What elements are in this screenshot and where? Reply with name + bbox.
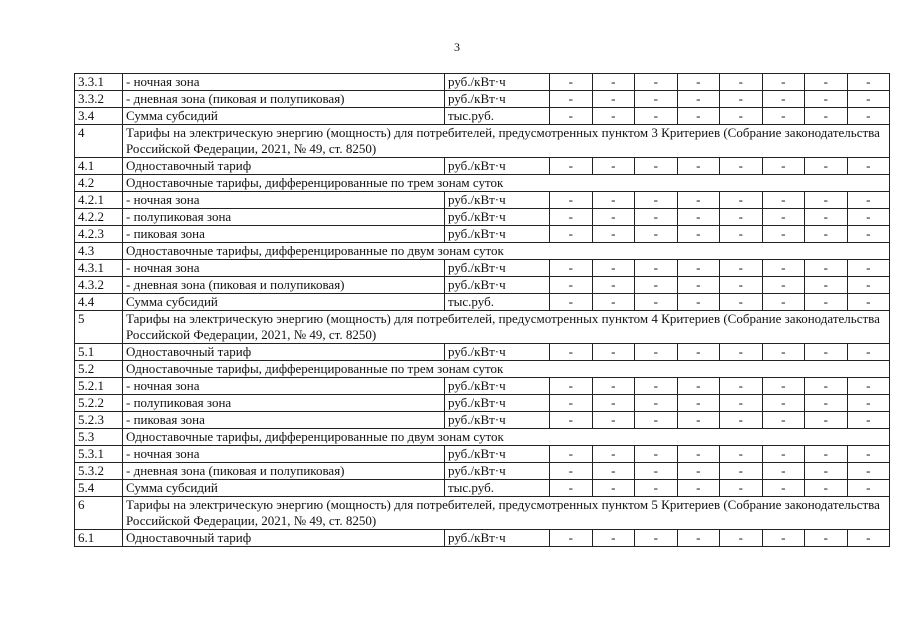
row-code: 4.2.1	[75, 192, 123, 209]
value-cell: -	[550, 260, 593, 277]
value-cell: -	[635, 108, 678, 125]
row-unit: руб./кВт·ч	[445, 378, 550, 395]
table-row	[75, 243, 890, 260]
value-cell: -	[847, 192, 890, 209]
row-unit: руб./кВт·ч	[445, 530, 550, 547]
value-cell: -	[592, 192, 635, 209]
value-cell: -	[847, 395, 890, 412]
value-cell: -	[805, 412, 848, 429]
value-cell: -	[720, 74, 763, 91]
table-row	[75, 446, 890, 463]
value-cell: -	[762, 158, 805, 175]
value-cell: -	[677, 91, 720, 108]
section-title: Тарифы на электрическую энергию (мощность) для потребителей, предусмотренных пунктом 3 Критериев (Собрание законодательства Российской Федерации, 2021, № 49, ст. 8250)	[123, 125, 890, 158]
value-cell: -	[550, 294, 593, 311]
value-cell: -	[762, 260, 805, 277]
value-cell: -	[762, 530, 805, 547]
row-name: - полупиковая зона	[123, 395, 445, 412]
row-unit: руб./кВт·ч	[445, 446, 550, 463]
value-cell: -	[805, 260, 848, 277]
row-code: 4	[75, 125, 123, 158]
value-cell: -	[635, 480, 678, 497]
table-row	[75, 226, 890, 243]
table-row	[75, 344, 890, 361]
value-cell: -	[847, 277, 890, 294]
value-cell: -	[677, 378, 720, 395]
section-title: Тарифы на электрическую энергию (мощность) для потребителей, предусмотренных пунктом 4 Критериев (Собрание законодательства Российской Федерации, 2021, № 49, ст. 8250)	[123, 311, 890, 344]
value-cell: -	[550, 463, 593, 480]
value-cell: -	[635, 378, 678, 395]
tariff-table	[74, 73, 890, 547]
value-cell: -	[847, 446, 890, 463]
row-name: - ночная зона	[123, 378, 445, 395]
value-cell: -	[677, 277, 720, 294]
value-cell: -	[847, 209, 890, 226]
row-unit: тыс.руб.	[445, 294, 550, 311]
value-cell: -	[762, 480, 805, 497]
value-cell: -	[677, 158, 720, 175]
value-cell: -	[805, 74, 848, 91]
value-cell: -	[550, 108, 593, 125]
row-code: 4.3	[75, 243, 123, 260]
value-cell: -	[720, 294, 763, 311]
value-cell: -	[762, 412, 805, 429]
value-cell: -	[847, 260, 890, 277]
value-cell: -	[592, 260, 635, 277]
row-unit: руб./кВт·ч	[445, 192, 550, 209]
value-cell: -	[762, 446, 805, 463]
value-cell: -	[805, 480, 848, 497]
value-cell: -	[592, 446, 635, 463]
value-cell: -	[720, 463, 763, 480]
row-name: Сумма субсидий	[123, 108, 445, 125]
row-unit: руб./кВт·ч	[445, 277, 550, 294]
value-cell: -	[592, 277, 635, 294]
value-cell: -	[635, 209, 678, 226]
value-cell: -	[805, 209, 848, 226]
value-cell: -	[720, 158, 763, 175]
row-name: - ночная зона	[123, 192, 445, 209]
value-cell: -	[677, 446, 720, 463]
table-row	[75, 74, 890, 91]
value-cell: -	[677, 294, 720, 311]
row-name: Одноставочный тариф	[123, 344, 445, 361]
value-cell: -	[720, 412, 763, 429]
row-code: 4.2.3	[75, 226, 123, 243]
value-cell: -	[550, 91, 593, 108]
value-cell: -	[677, 226, 720, 243]
value-cell: -	[720, 260, 763, 277]
value-cell: -	[720, 480, 763, 497]
table-row	[75, 277, 890, 294]
value-cell: -	[805, 277, 848, 294]
row-code: 6.1	[75, 530, 123, 547]
row-name: Сумма субсидий	[123, 480, 445, 497]
value-cell: -	[847, 378, 890, 395]
value-cell: -	[677, 530, 720, 547]
row-name: - полупиковая зона	[123, 209, 445, 226]
value-cell: -	[805, 91, 848, 108]
value-cell: -	[720, 395, 763, 412]
value-cell: -	[550, 395, 593, 412]
row-code: 3.3.1	[75, 74, 123, 91]
value-cell: -	[720, 378, 763, 395]
value-cell: -	[592, 74, 635, 91]
value-cell: -	[592, 378, 635, 395]
value-cell: -	[847, 463, 890, 480]
row-unit: руб./кВт·ч	[445, 412, 550, 429]
value-cell: -	[762, 277, 805, 294]
value-cell: -	[762, 226, 805, 243]
row-unit: руб./кВт·ч	[445, 344, 550, 361]
value-cell: -	[720, 530, 763, 547]
value-cell: -	[762, 294, 805, 311]
table-row	[75, 497, 890, 530]
group-title: Одноставочные тарифы, дифференцированные по двум зонам суток	[123, 429, 890, 446]
row-unit: руб./кВт·ч	[445, 395, 550, 412]
value-cell: -	[805, 294, 848, 311]
row-unit: руб./кВт·ч	[445, 463, 550, 480]
value-cell: -	[592, 108, 635, 125]
value-cell: -	[550, 480, 593, 497]
table-row	[75, 175, 890, 192]
table-row	[75, 294, 890, 311]
value-cell: -	[635, 412, 678, 429]
value-cell: -	[550, 378, 593, 395]
row-unit: руб./кВт·ч	[445, 209, 550, 226]
table-row	[75, 378, 890, 395]
value-cell: -	[677, 463, 720, 480]
value-cell: -	[592, 530, 635, 547]
table-row	[75, 530, 890, 547]
value-cell: -	[762, 463, 805, 480]
row-name: - дневная зона (пиковая и полупиковая)	[123, 277, 445, 294]
value-cell: -	[847, 74, 890, 91]
value-cell: -	[592, 344, 635, 361]
value-cell: -	[762, 108, 805, 125]
table-row	[75, 361, 890, 378]
value-cell: -	[847, 344, 890, 361]
value-cell: -	[550, 209, 593, 226]
value-cell: -	[635, 463, 678, 480]
value-cell: -	[677, 209, 720, 226]
table-row	[75, 311, 890, 344]
value-cell: -	[847, 294, 890, 311]
row-code: 4.3.2	[75, 277, 123, 294]
value-cell: -	[805, 395, 848, 412]
row-code: 5.3.1	[75, 446, 123, 463]
value-cell: -	[550, 226, 593, 243]
row-code: 5.2	[75, 361, 123, 378]
table-row	[75, 108, 890, 125]
value-cell: -	[720, 344, 763, 361]
value-cell: -	[635, 395, 678, 412]
value-cell: -	[762, 378, 805, 395]
row-name: - дневная зона (пиковая и полупиковая)	[123, 463, 445, 480]
value-cell: -	[592, 463, 635, 480]
table-row	[75, 209, 890, 226]
value-cell: -	[592, 209, 635, 226]
value-cell: -	[847, 158, 890, 175]
value-cell: -	[847, 530, 890, 547]
group-title: Одноставочные тарифы, дифференцированные по трем зонам суток	[123, 361, 890, 378]
value-cell: -	[550, 344, 593, 361]
value-cell: -	[635, 226, 678, 243]
row-name: - ночная зона	[123, 74, 445, 91]
value-cell: -	[762, 91, 805, 108]
value-cell: -	[550, 277, 593, 294]
table-row	[75, 192, 890, 209]
row-name: - пиковая зона	[123, 412, 445, 429]
row-name: - пиковая зона	[123, 226, 445, 243]
value-cell: -	[635, 294, 678, 311]
value-cell: -	[847, 91, 890, 108]
value-cell: -	[550, 446, 593, 463]
table-row	[75, 429, 890, 446]
value-cell: -	[847, 412, 890, 429]
value-cell: -	[720, 108, 763, 125]
row-code: 5.3.2	[75, 463, 123, 480]
value-cell: -	[592, 91, 635, 108]
row-code: 4.2	[75, 175, 123, 192]
value-cell: -	[592, 395, 635, 412]
value-cell: -	[592, 226, 635, 243]
value-cell: -	[677, 74, 720, 91]
value-cell: -	[720, 277, 763, 294]
row-unit: руб./кВт·ч	[445, 226, 550, 243]
value-cell: -	[805, 463, 848, 480]
value-cell: -	[720, 446, 763, 463]
value-cell: -	[592, 480, 635, 497]
table-row	[75, 480, 890, 497]
value-cell: -	[550, 74, 593, 91]
row-code: 4.1	[75, 158, 123, 175]
row-code: 6	[75, 497, 123, 530]
value-cell: -	[762, 74, 805, 91]
value-cell: -	[720, 226, 763, 243]
row-unit: руб./кВт·ч	[445, 91, 550, 108]
row-code: 3.4	[75, 108, 123, 125]
value-cell: -	[720, 209, 763, 226]
table-row	[75, 412, 890, 429]
value-cell: -	[677, 260, 720, 277]
value-cell: -	[805, 530, 848, 547]
row-unit: тыс.руб.	[445, 108, 550, 125]
value-cell: -	[762, 344, 805, 361]
group-title: Одноставочные тарифы, дифференцированные по трем зонам суток	[123, 175, 890, 192]
value-cell: -	[592, 412, 635, 429]
row-code: 5.1	[75, 344, 123, 361]
group-title: Одноставочные тарифы, дифференцированные по двум зонам суток	[123, 243, 890, 260]
row-unit: руб./кВт·ч	[445, 158, 550, 175]
table-row	[75, 395, 890, 412]
value-cell: -	[805, 158, 848, 175]
value-cell: -	[550, 158, 593, 175]
value-cell: -	[550, 192, 593, 209]
row-code: 5.4	[75, 480, 123, 497]
value-cell: -	[720, 91, 763, 108]
value-cell: -	[805, 226, 848, 243]
value-cell: -	[635, 192, 678, 209]
value-cell: -	[677, 192, 720, 209]
row-name: Сумма субсидий	[123, 294, 445, 311]
value-cell: -	[677, 412, 720, 429]
table-row	[75, 91, 890, 108]
value-cell: -	[635, 446, 678, 463]
value-cell: -	[847, 480, 890, 497]
value-cell: -	[635, 74, 678, 91]
row-name: Одноставочный тариф	[123, 158, 445, 175]
row-code: 4.2.2	[75, 209, 123, 226]
table-row	[75, 125, 890, 158]
row-name: - ночная зона	[123, 260, 445, 277]
row-name: Одноставочный тариф	[123, 530, 445, 547]
row-code: 5	[75, 311, 123, 344]
value-cell: -	[805, 378, 848, 395]
value-cell: -	[805, 108, 848, 125]
row-code: 4.4	[75, 294, 123, 311]
table-row	[75, 260, 890, 277]
value-cell: -	[550, 412, 593, 429]
value-cell: -	[805, 446, 848, 463]
value-cell: -	[677, 108, 720, 125]
value-cell: -	[635, 91, 678, 108]
value-cell: -	[677, 395, 720, 412]
value-cell: -	[592, 158, 635, 175]
row-name: - ночная зона	[123, 446, 445, 463]
row-code: 4.3.1	[75, 260, 123, 277]
row-code: 5.2.2	[75, 395, 123, 412]
row-unit: руб./кВт·ч	[445, 74, 550, 91]
value-cell: -	[550, 530, 593, 547]
row-code: 5.2.3	[75, 412, 123, 429]
value-cell: -	[635, 530, 678, 547]
row-unit: руб./кВт·ч	[445, 260, 550, 277]
value-cell: -	[720, 192, 763, 209]
value-cell: -	[677, 480, 720, 497]
value-cell: -	[847, 226, 890, 243]
value-cell: -	[592, 294, 635, 311]
value-cell: -	[635, 344, 678, 361]
value-cell: -	[805, 344, 848, 361]
value-cell: -	[677, 344, 720, 361]
page-number: 3	[454, 40, 460, 54]
value-cell: -	[847, 108, 890, 125]
value-cell: -	[762, 395, 805, 412]
value-cell: -	[635, 260, 678, 277]
table-row	[75, 463, 890, 480]
value-cell: -	[762, 192, 805, 209]
value-cell: -	[762, 209, 805, 226]
value-cell: -	[635, 277, 678, 294]
row-code: 3.3.2	[75, 91, 123, 108]
value-cell: -	[635, 158, 678, 175]
section-title: Тарифы на электрическую энергию (мощность) для потребителей, предусмотренных пунктом 5 Критериев (Собрание законодательства Российской Федерации, 2021, № 49, ст. 8250)	[123, 497, 890, 530]
table-row	[75, 158, 890, 175]
row-code: 5.2.1	[75, 378, 123, 395]
row-unit: тыс.руб.	[445, 480, 550, 497]
value-cell: -	[805, 192, 848, 209]
row-code: 5.3	[75, 429, 123, 446]
row-name: - дневная зона (пиковая и полупиковая)	[123, 91, 445, 108]
